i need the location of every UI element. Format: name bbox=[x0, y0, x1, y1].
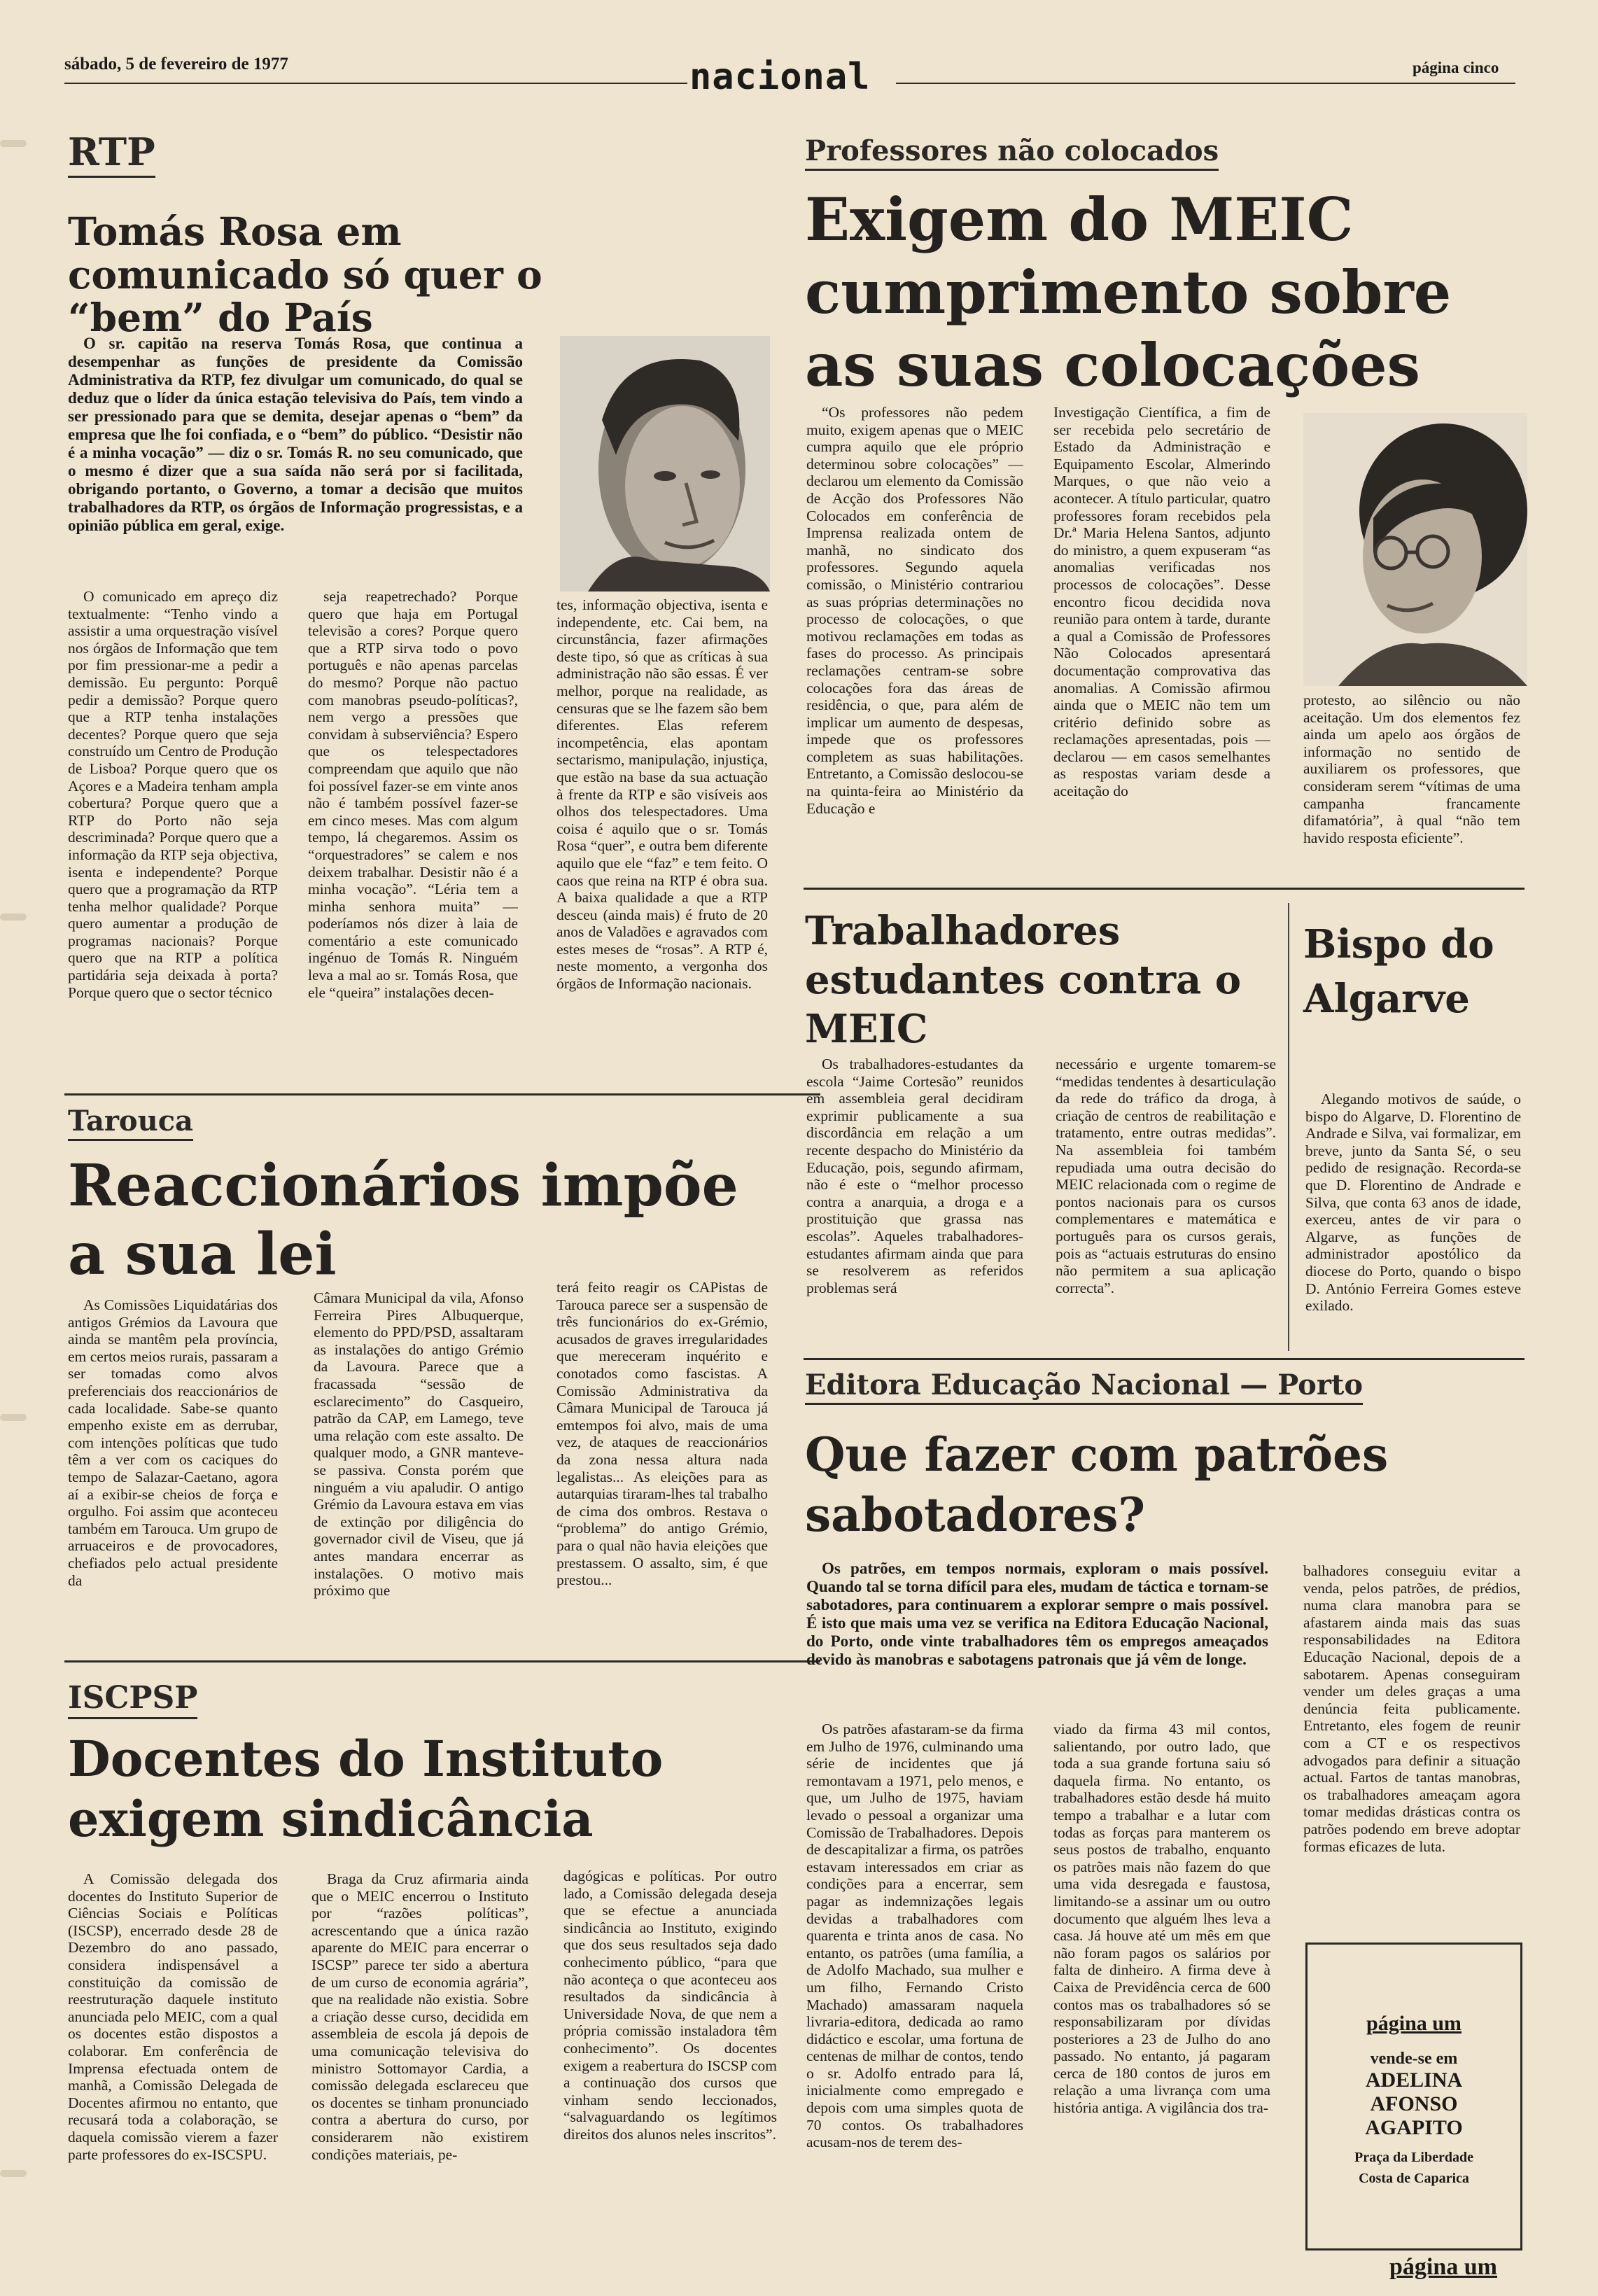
iscpsp-column-3 bbox=[563, 1868, 777, 2241]
iscpsp-col3-text: dagógicas e políticas. Por outro lado, a Comissão delegada deseja que se efectue a anunciada sindicância ao Instituto, exigindo que dos seus resultados seja dado conhecimento público, “para que não aconteça o que aconteceu aos resultados da sindicância à Universidade Nova, de que nem a própria comissão instaladora têm conhecimento”. Os docentes exigem a reabertura do ISCSP com a continuação dos cursos que vinham sendo leccionados, “salvaguardando os legítimos direitos dos alunos neles inscritos”. bbox=[563, 1868, 777, 2143]
advertisement-box bbox=[1305, 1942, 1522, 2250]
tarouca-column-2 bbox=[314, 1289, 524, 1653]
professores-headline: Exigem do MEIC cumprimento sobre as suas colocações bbox=[805, 185, 1452, 400]
tarouca-headline: Reaccionários impõe a sua lei bbox=[68, 1152, 738, 1288]
masthead-rule bbox=[896, 83, 1515, 84]
rtp-column-2 bbox=[308, 588, 518, 1078]
editora-lede-text: Os patrões, em tempos normais, exploram o mais possível. Quando tal se torna difícil para eles, mudam de táctica e tornam-se sabotadores, para continuarem a explorar sempre o mais possível. É isto que mais uma vez se verifica na Editora Educação Nacional, do Porto, onde vinte trabalhadores têm os empregos ameaçados devido às manobras e sabotagens patronais que já vêm de longe. bbox=[806, 1560, 1268, 1668]
ad-place-2: Costa de Caparica bbox=[1359, 2171, 1469, 2186]
ad-name-2: AFONSO bbox=[1370, 2092, 1458, 2115]
trabalhadores-column-1 bbox=[806, 1056, 1023, 1350]
ad-line: vende-se em bbox=[1370, 2050, 1458, 2068]
tarouca-kicker-text: Tarouca bbox=[68, 1105, 193, 1141]
iscpsp-kicker bbox=[68, 1680, 197, 1719]
bispo-divider bbox=[804, 1358, 1525, 1360]
tarouca-column-1 bbox=[68, 1296, 278, 1653]
editora-column-2 bbox=[1053, 1721, 1270, 2256]
masthead-date: sábado, 5 de fevereiro de 1977 bbox=[64, 55, 288, 74]
editora-column-1 bbox=[806, 1721, 1023, 2256]
masthead-page-label: página cinco bbox=[1413, 59, 1499, 76]
trabalhadores-col1-text: Os trabalhadores-estudantes da escola “Jaime Cortesão” reunidos em assembleia geral decidiram exprimir publicamente a sua discordância em relação a um recente despacho do Ministério da Educação, pois, segundo afirmam, não é este o “melhor processo contra a anarquia, a droga e a prostituição que grassa nas escolas”. Aqueles trabalhadores-estudantes afirmam ainda que para se resolverem as referidos problemas será bbox=[806, 1056, 1023, 1296]
bispo-headline: Bispo do Algarve bbox=[1303, 921, 1494, 1022]
professores-column-3 bbox=[1303, 692, 1520, 881]
editora-col2-text: viado da firma 43 mil contos, salientando, por outro lado, que toda a sua grande fortuna saiu só daquela firma. No entanto, os trabalhadores estão desde há muito tempo a trabalhar e a lutar com todas as forças para manterem os seus postos de trabalho, enquanto os patrões mais não fazem do que uma vida desregada e faustosa, limitando-se a assinar um ou outro documento que alguém lhes leva a casa. Já houve até um mês em que não foram pagos os salários por falta de dinheiro. A firma deve à Caixa de Previdência cerca de 600 contos mas os trabalhadores só se responsabilizaram por dívidas posteriores a 23 de Julho do ano passado. No entanto, já pagaram cerca de 180 contos de juros em relação a uma livrança com uma história antiga. A vigilância dos tra- bbox=[1053, 1721, 1270, 2117]
tarouca-col2-text: Câmara Municipal da vila, Afonso Ferreira Pires Albuquerque, elemento do PPD/PSD, assaltaram as instalações do antigo Grémio da Lavoura. Parece que a fracassada “sessão de esclarecimento” do Casqueiro, patrão da CAP, em Lamego, teve uma relação com este assalto. De qualquer modo, a GNR manteve-se passiva. Consta porém que ninguém a viu apaludir. O antigo Grémio da Lavoura estava em vias de extinção por diligência do governador civil de Viseu, que já antes mandara encerrar as instalações. O motivo mais próximo que bbox=[314, 1289, 524, 1600]
masthead-rule bbox=[64, 83, 687, 84]
professores-col2-text: Investigação Científica, a fim de ser recebida pelo secretário de Estado da Administração e Equipamento Escolar, Almerindo Marques, o que não veio a acontecer. A título particular, quatro professores foram recebidos pela Dr.ª Maria Helena Santos, adjunto do ministro, a quem expuseram “as anomalias verificadas nos processos de colocações”. Desse encontro ficou decidida nova reunião para ontem à tarde, durante a qual a Comissão de Professores Não Colocados apresentará documentação comprovativa das anomalias. A Comissão afirmou ainda que o MEIC não tem um critério definido sobre as reclamações apresentadas, pois — declarou — em casos semelhantes as respostas variam desde a aceitação do bbox=[1053, 404, 1270, 800]
iscpsp-column-2 bbox=[311, 1870, 528, 2241]
professores-column-1 bbox=[806, 404, 1023, 883]
tarouca-kicker bbox=[68, 1105, 193, 1141]
rtp-col1-text: O comunicado em apreço diz textualmente: “Tenho vindo a assistir a uma orquestração visível nos órgãos de Informação que tem por fim pressionar-me a pedir a demissão. Eu pergunto: Porquê pedir a demissão? Porque quero que a RTP tenha instalações decentes? Porque quero que seja construído um Centro de Produção de Lisboa? Porque quero que os Açores e a Madeira tenham ampla cobertura? Porque quero que a RTP do Porto não seja descriminada? Porque quero que a informação da RTP seja objectiva, isenta e independente? Porque quero que a programação da RTP tenha melhor qualidade? Porque quero aumentar a produção de programas nacionais? Porque quero que na RTP a política partidária seja deixada à porta? Porque quero que o sector técnico bbox=[68, 588, 278, 1001]
iscpsp-kicker-text: ISCPSP bbox=[68, 1680, 197, 1719]
editora-kicker bbox=[805, 1368, 1363, 1405]
tomas-rosa-photo bbox=[560, 336, 770, 592]
binding-hole bbox=[0, 1414, 27, 1421]
professores-kicker bbox=[805, 134, 1219, 171]
professores-col1-text: “Os professores não pedem muito, exigem apenas que o MEIC cumpra aquilo que ele próprio determinou sobre colocações” — declarou um elemento da Comissão de Acção dos Professores Não Colocados em conferência de Imprensa realizada ontem de manhã, no sindicato dos professores. Segundo aquela comissão, o Ministério contrariou as suas próprias determinações no processo de colocações, o que motivou reclamações em todas as fases do processo. As principais reclamações centram-se sobre colocações fora das áreas de residência, o que, para além de implicar um aumento de despesas, impede que os professores completem as suas habilitações. Entretanto, a Comissão deslocou-se na quinta-feira ao Ministério da Educação e bbox=[806, 404, 1023, 817]
editora-lede bbox=[806, 1560, 1268, 1717]
bispo-column bbox=[1305, 1091, 1521, 1350]
iscpsp-col1-text: A Comissão delegada dos docentes do Instituto Superior de Ciências Sociais e Políticas (ISCSP), encerrado desde 28 de Dezembro do ano passado, considera indispensável a constituição da comissão de reestruturação daquele instituto anunciada pelo MEIC, com a qual os docentes estão dispostos a colaborar. Em conferência de Imprensa efectuada ontem de manhã, a Comissão Delegada de Docentes afirmou no entanto, que recusará toda a colaboração, se daquela comissão vierem a fazer parte professores do ex-ISCSPU. bbox=[68, 1870, 278, 2163]
ad-title: página um bbox=[1366, 2012, 1462, 2035]
professores-column-2 bbox=[1053, 404, 1270, 883]
tarouca-col1-text: As Comissões Liquidatárias dos antigos Grémios da Lavoura que ainda se mantêm pela província, em certos meios rurais, passaram a ser tomadas como alvos preferenciais dos reaccionários de cada localidade. Sabe-se quanto empenho existe em as derrubar, com intenções políticas que tudo têm a ver com os caciques do tempo de Salazar-Caetano, agora aí a exibir-se cheios de força e orgulho. Foi assim que aconteceu também em Tarouca. Um grupo de arruaceiros e de provocadores, chefiados pelo actual presidente da bbox=[68, 1296, 278, 1589]
binding-hole bbox=[0, 140, 27, 147]
rtp-headline: Tomás Rosa em comunicado só quer o “bem” do País bbox=[68, 209, 542, 341]
binding-hole bbox=[0, 2170, 27, 2177]
tarouca-col3-text: terá feito reagir os CAPistas de Tarouca parece ser a suspensão de três funcionários do ex-Grémio, acusados de graves irregularidades que mereceram inquérito e conotados como fascistas. A Comissão Administrativa da Câmara Municipal de Tarouca já emtempos foi alvo, mais de uma vez, de ataques de reaccionários da zona nessa altura nada legalistas... As eleições para as autarquias tiraram-lhes tal trabalho de cima dos ombros. Restava o “problema” do antigo Grémio, para o qual não havia eleições que prestassem. O assalto, sim, é que prestou... bbox=[556, 1279, 768, 1589]
rtp-divider bbox=[64, 1093, 820, 1096]
tarouca-column-3 bbox=[556, 1279, 768, 1653]
column-divider bbox=[1288, 903, 1289, 1351]
iscpsp-headline: Docentes do Instituto exigem sindicância bbox=[68, 1730, 664, 1848]
binding-hole bbox=[0, 913, 27, 920]
editora-col3-text: balhadores conseguiu evitar a venda, pelos patrões, de prédios, numa clara manobra para se afastarem ainda mais das suas responsabilidades na Editora Educação Nacional, depois de a sabotarem. Apenas conseguiram vender um deles graças a uma denúncia feita publicamente. Entretanto, eles fogem de reunir com a CT e os respectivos advogados para definir a situação actual. Fartos de tantas manobras, os trabalhadores ameaçam agora tomar medidas drásticas contra os patrões podendo em breve adoptar formas eficazes de luta. bbox=[1303, 1562, 1520, 1855]
professores-kicker-text: Professores não colocados bbox=[805, 134, 1219, 171]
rtp-lede bbox=[68, 335, 523, 583]
ad-name-3: AGAPITO bbox=[1365, 2116, 1463, 2139]
professores-col3-text: protesto, ao silêncio ou não aceitação. Um dos elementos fez ainda um apelo aos órgãos de informação no sentido de auxiliarem os professores, que consideram serem “vítimas de uma campanha francamente difamatória”, à qual “não tem havido resposta eficiente”. bbox=[1303, 692, 1520, 846]
rtp-kicker-text: RTP bbox=[68, 130, 155, 178]
rtp-column-3 bbox=[556, 596, 768, 1083]
editora-kicker-text: Editora Educação Nacional — Porto bbox=[805, 1368, 1363, 1405]
rtp-col3-text: tes, informação objectiva, isenta e independente, etc. Cai bem, na circunstância, fazer afirmações deste tipo, só que as críticas à sua administração não são essas. É ver melhor, porque na realidade, as censuras que se lhe fazem são bem diferentes. Elas referem incompetência, elas apontam sectarismo, manipulação, injustiça, que estão na base da sua actuação à frente da RTP e são visíveis aos olhos dos telespectadores. Uma coisa é aquilo que o sr. Tomás Rosa “quer”, e outra bem diferente aquilo que ele “faz” e tem feito. O caos que reina na RTP é obra sua. A baixa qualidade a que a RTP desceu (ainda mais) é fruto de 20 anos de Valadões e agravados com estes meses de “rosas”. A RTP é, neste momento, a vergonha dos órgãos de Informação nacionais. bbox=[556, 596, 768, 993]
editora-column-3 bbox=[1303, 1562, 1520, 1930]
ad-place-1: Praça da Liberdade bbox=[1354, 2150, 1473, 2165]
rtp-col2-text: seja reapetrechado? Porque quero que haja em Portugal televisão a cores? Porque quero que a RTP sirva todo o povo português e não apenas parcelas do mesmo? Porque não pactuo com manobras pseudo-políticas?, nem vergo a pressões que convidam à subserviência? Espero que os telespectadores compreendam que aquilo que não foi possível fazer-se em vinte anos não é também possível fazer-se em cinco meses. Mas com algum tempo, lá chegaremos. Assim os “orquestradores” se calem e nos deixem trabalhar. Desistir não é a minha vocação”. “Léria tem a minha senhora muita” — poderíamos nós dizer à laia de comentário a este comunicado ingénuo de Tomás R. Ninguém leva a mal ao sr. Tomás Rosa, que ele “queira” instalações decen- bbox=[308, 588, 518, 1001]
ad-name-1: ADELINA bbox=[1365, 2068, 1463, 2092]
rtp-column-1 bbox=[68, 588, 278, 1078]
masthead-title: nacional bbox=[689, 56, 871, 98]
trabalhadores-column-2 bbox=[1056, 1056, 1276, 1350]
footer-page-link[interactable]: página um bbox=[1389, 2254, 1497, 2280]
bispo-text: Alegando motivos de saúde, o bispo do Algarve, D. Florentino de Andrade e Silva, vai formalizar, em breve, junto da Santa Sé, o seu pedido de resignação. Recorda-se que D. Florentino de Andrade e Silva, que conta 63 anos de idade, exerceu, antes de vir para o Algarve, as funções de administrador apostólico da diocese do Porto, quando o bispo D. António Ferreira Gomes esteve exilado. bbox=[1305, 1091, 1521, 1315]
portrait-graphic bbox=[1303, 413, 1527, 686]
rtp-lede-text: O sr. capitão na reserva Tomás Rosa, que continua a desempenhar as funções de presidente da Comissão Administrativa da RTP, fez divulgar um comunicado, do qual se deduz que o líder da única estação televisiva do País, tem vindo a ser pressionado para que se demita, desejar apenas o “bem” da empresa que lhe foi confiada, e o “bem” do público. “Desistir não é a minha vocação” — diz o sr. Tomás R. no seu comunicado, que o mesmo é dizer que a sua saída não será por si facilitada, obrigando portanto, o Governo, a tomar a decisão que muitos trabalhadores da RTP, os órgãos de Informação progressistas, e a opinião pública em geral, exige. bbox=[68, 335, 523, 534]
rtp-kicker bbox=[68, 130, 155, 178]
editora-col1-text: Os patrões afastaram-se da firma em Julho de 1976, culminando uma série de incidentes que já remontavam a 1971, pelo menos, e que, um Julho de 1975, haviam levado o pessoal a organizar uma Comissão de Trabalhadores. Depois de descapitalizar a firma, os patrões estavam interessados em criar as condições para a encerrar, sem pagar as indemnizações legais devidas a trabalhadores com quarenta e trinta anos de casa. No entanto, os patrões (uma família, a de Adolfo Machado, sua mulher e um filho, Fernando Cristo Machado) amassaram naquela livraria-editora, dedicada ao ramo didáctico e escolar, uma fortuna de centenas de milhar de contos, tendo o sr. Adolfo entrado para lá, inicialmente como empregado e depois com uma simples quota de 70 contos. Os trabalhadores acusam-nos de terem des- bbox=[806, 1721, 1023, 2151]
iscpsp-column-1 bbox=[68, 1870, 278, 2241]
trabalhadores-headline: Trabalhadores estudantes contra o MEIC bbox=[805, 908, 1242, 1052]
editora-headline: Que fazer com patrões sabotadores? bbox=[805, 1427, 1389, 1542]
trabalhadores-col2-text: necessário e urgente tomarem-se “medidas tendentes à desarticulação da rede do tráfico da droga, à criação de centros de reabilitação e tratamento, entre outras medidas”. Na assembleia foi também repudiada uma outra decisão do MEIC relacionada com o regime de pontos nacionais para os cursos complementares e matemática e português para os cursos gerais, pois as “actuais estruturas do ensino não permitem a sua aplicação correcta”. bbox=[1056, 1056, 1276, 1296]
professores-divider bbox=[804, 888, 1525, 890]
iscpsp-col2-text: Braga da Cruz afirmaria ainda que o MEIC encerrou o Instituto por “razões políticas”, acrescentando que a única razão aparente do MEIC para encerrar o ISCSP” parece ter sido a abertura de um curso de economia agrária”, que na realidade não existia. Sobre a criação desse curso, decidida em assembleia de escola já depois de uma comunicação televisiva do ministro Sottomayor Cardia, a comissão delegada esclareceu que os docentes se tinham pronunciado contra a abertura do curso, por considerarem não existirem condições materiais, pe- bbox=[311, 1870, 528, 2163]
tarouca-divider bbox=[64, 1660, 820, 1662]
professor-photo bbox=[1303, 413, 1527, 686]
portrait-graphic bbox=[560, 336, 770, 592]
